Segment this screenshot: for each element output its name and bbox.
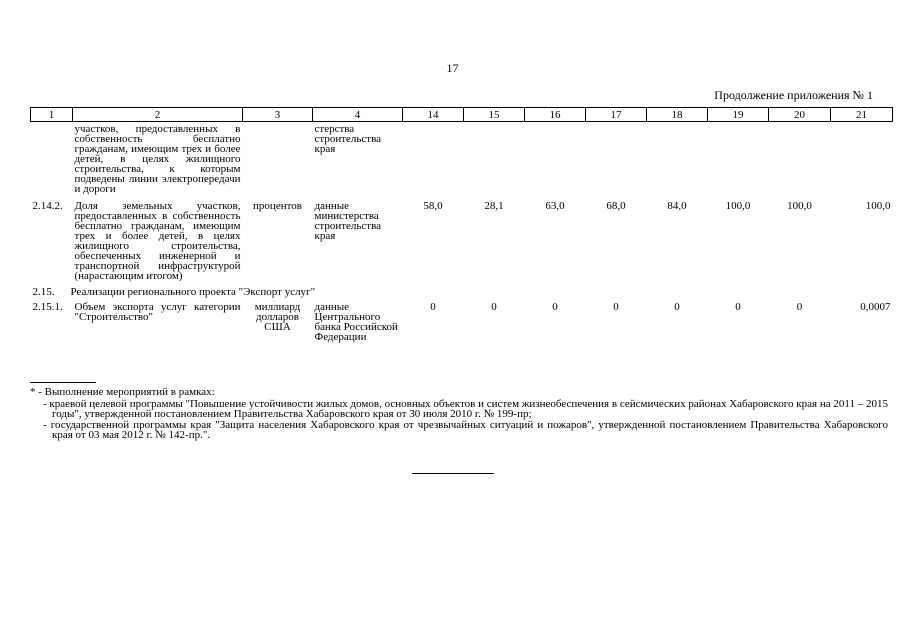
section-cell (31, 281, 893, 297)
value-cell: 0 (430, 301, 436, 313)
footnote-item: - государственной программы края "Защита населения Хабаровского края от чрезвычайных ситуаций и пожаров", утвержденной постановлением Правительства Хабаровского края от 03 мая 2012 г. № 142-пр.". (43, 419, 888, 441)
row-number: 2.14.2. (32, 200, 63, 212)
section-number: 2.15. (32, 286, 55, 298)
indicator-name: Доля земельных участков, предоставленных в собственность бесплатно гражданам, имеющим трех и более детей, в целях жилищного строительства, обеспеченных инженерной и транспортной инфраструктурой (нарастающим итогом) (74, 200, 241, 282)
column-header: 17 (586, 108, 647, 122)
value-cell: 84,0 (667, 200, 687, 212)
continuation-label: Продолжение приложения № 1 (714, 88, 873, 102)
column-header: 1 (31, 108, 73, 122)
unit-cell (243, 122, 313, 195)
value-cell (708, 122, 769, 195)
column-header: 21 (831, 108, 893, 122)
end-divider (412, 473, 494, 474)
value-cell: 0 (491, 301, 497, 313)
table-row (31, 297, 893, 342)
header-row (31, 108, 893, 122)
column-header: 20 (769, 108, 831, 122)
page-number: 17 (446, 61, 459, 75)
value-cell (464, 122, 525, 195)
value-cell (769, 122, 831, 195)
column-header: 19 (708, 108, 769, 122)
section-row (31, 281, 893, 297)
column-header: 18 (647, 108, 708, 122)
column-header: 4 (313, 108, 403, 122)
section-title: Реализации регионального проекта "Экспорт услуг" (70, 286, 316, 298)
source-cell: данные министерства строительства края (314, 200, 382, 242)
value-cell: 0,0007 (860, 301, 891, 313)
value-cell: 63,0 (545, 200, 565, 212)
value-cell: 0 (735, 301, 741, 313)
value-cell (586, 122, 647, 195)
indicator-name: участков, предоставленных в собственность бесплатно гражданам, имеющим трех и более детей, в целях жилищного строительства, к которым подведены линии электропередачи и дороги (74, 123, 241, 195)
column-header: 16 (525, 108, 586, 122)
value-cell: 0 (613, 301, 619, 313)
source-cell: стерства строительства края (314, 123, 382, 155)
footnote (30, 387, 888, 441)
indicator-name: Объем экспорта услуг категории "Строительство" (74, 301, 241, 323)
column-header: 2 (73, 108, 243, 122)
table-row (31, 194, 893, 281)
value-cell (831, 122, 893, 195)
indicators-table (30, 107, 893, 342)
column-header: 15 (464, 108, 525, 122)
value-cell: 100,0 (865, 200, 891, 212)
footnote-item: - краевой целевой программы "Повышение устойчивости жилых домов, основных объектов и систем жизнеобеспечения в сейсмических районах Хабаровского края на 2011 – 2015 годы", утвержденной постановлением Правительства Хабаровского края от 30 июля 2010 г. № 199-пр; (43, 398, 888, 420)
value-cell (647, 122, 708, 195)
table-row (31, 122, 893, 195)
value-cell: 68,0 (606, 200, 626, 212)
source-cell: данные Центрального банка Российской Федерации (314, 301, 398, 343)
value-cell: 100,0 (725, 200, 751, 212)
value-cell (403, 122, 464, 195)
value-cell: 28,1 (484, 200, 504, 212)
footnote-divider (30, 382, 96, 383)
unit-cell: миллиард долларов США (254, 301, 301, 333)
value-cell (525, 122, 586, 195)
footnote-intro: * - Выполнение мероприятий в рамках: (30, 386, 215, 398)
column-header: 3 (243, 108, 313, 122)
value-cell: 58,0 (423, 200, 443, 212)
value-cell: 0 (796, 301, 803, 313)
row-number: 2.15.1. (32, 301, 63, 313)
value-cell: 0 (674, 301, 680, 313)
unit-cell: процентов (253, 200, 302, 212)
value-cell: 0 (552, 301, 558, 313)
value-cell: 100,0 (787, 200, 812, 212)
row-number (31, 122, 73, 195)
column-header: 14 (403, 108, 464, 122)
